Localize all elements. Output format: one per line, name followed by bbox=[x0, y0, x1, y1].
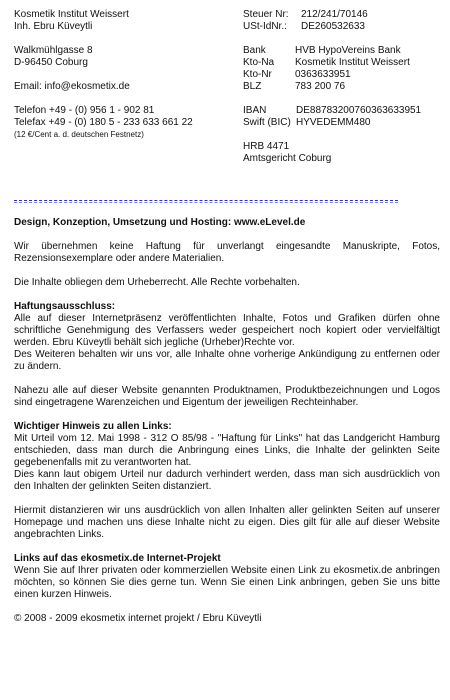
section-divider bbox=[14, 200, 398, 201]
account-holder-row bbox=[243, 57, 443, 69]
liability-heading: Haftungsausschluss: bbox=[14, 301, 116, 312]
fax-note: (12 €/Cent a. d. deutschen Festnetz) bbox=[14, 130, 144, 139]
imprint-body bbox=[14, 217, 440, 637]
account-number-row bbox=[243, 69, 443, 81]
distance-paragraph: Hiermit distanzieren wir uns ausdrücklich von allen Inhalten aller gelinkten Seiten auf unserer Homepage und machen uns diese Inhalte nicht zu eigen. Dies gilt für alle auf dieser Website angebrachten Links. bbox=[14, 505, 440, 540]
liability-text-1: Alle auf dieser Internetpräsenz veröffentlichten Inhalte, Fotos und Grafiken dürfen ohne schriftliche Genehmigung des Verfassers weder gespeichert noch kopiert oder vervielfältigt werden. Ebru Küveytli behält sich jegliche (Urheber)Rechte vor. bbox=[14, 313, 440, 348]
swift-row bbox=[243, 117, 443, 129]
account-number-label: Kto-Nr bbox=[243, 69, 272, 80]
swift-label: Swift (BIC) bbox=[243, 117, 291, 128]
company-name: Kosmetik Institut Weissert bbox=[14, 9, 129, 20]
links-text-2: Dies kann laut obigem Urteil nur dadurch verhindert werden, dass man sich ausdrücklich von den Inhalten der gelinkten Seiten distanziert. bbox=[14, 469, 440, 492]
fax-number: Telefax +49 - (0) 180 5 - 233 633 661 22 bbox=[14, 117, 193, 128]
links-text-1: Mit Urteil vom 12. Mai 1998 - 312 O 85/98 - "Haftung für Links" hat das Landgericht Hamburg entschieden, dass man durch die Anbringung eines Links, die Inhalte der gelinkten Seite gegebenenfalls mit zu verantworten hat. bbox=[14, 433, 440, 468]
bank-row bbox=[243, 45, 443, 57]
bank-label: Bank bbox=[243, 45, 266, 56]
vat-id-label: USt-IdNr.: bbox=[243, 21, 287, 32]
design-credit: Design, Konzeption, Umsetzung und Hosting: www.eLevel.de bbox=[14, 217, 306, 228]
imprint-columns bbox=[14, 9, 440, 164]
blz-label: BLZ bbox=[243, 81, 262, 92]
section-divider-shadow bbox=[14, 202, 398, 203]
account-holder-label: Kto-Na bbox=[243, 57, 275, 68]
iban-row bbox=[243, 105, 443, 117]
imprint-header bbox=[14, 9, 440, 164]
links-heading: Wichtiger Hinweis zu allen Links: bbox=[14, 421, 172, 432]
copyright-paragraph: Die Inhalte obliegen dem Urheberrecht. Alle Rechte vorbehalten. bbox=[14, 277, 300, 288]
hrb-number: HRB 4471 bbox=[243, 141, 290, 152]
copyright-footer: © 2008 - 2009 ekosmetix internet projekt / Ebru Küveytli bbox=[14, 613, 262, 624]
bank-value: HVB HypoVereins Bank bbox=[295, 45, 401, 56]
phone-number: Telefon +49 - (0) 956 1 - 902 81 bbox=[14, 105, 155, 116]
owner-name: Inh. Ebru Küveytli bbox=[14, 21, 93, 32]
liability-text-2: Des Weiteren behalten wir uns vor, alle Inhalte ohne vorherige Ankündigung zu entfernen oder zu ändern. bbox=[14, 349, 440, 372]
trademarks-paragraph: Nahezu alle auf dieser Website genannten Produktnamen, Produktbezeichnungen und Logos sind eingetragene Warenzeichen und Eigentum der jeweiligen Rechteinhaber. bbox=[14, 385, 440, 408]
street-address: Walkmühlgasse 8 bbox=[14, 45, 93, 56]
iban-label: IBAN bbox=[243, 105, 267, 116]
iban-value: DE88783200760363633951 bbox=[296, 105, 422, 116]
tax-number-row bbox=[243, 9, 443, 21]
swift-value: HYVEDEMM480 bbox=[296, 117, 371, 128]
email-address: Email: info@ekosmetix.de bbox=[14, 81, 130, 92]
vat-id-value: DE260532633 bbox=[301, 21, 365, 32]
tax-number-value: 212/241/70146 bbox=[301, 9, 368, 20]
city-address: D-96450 Coburg bbox=[14, 57, 88, 68]
blz-row bbox=[243, 81, 443, 93]
manuscripts-paragraph: Wir übernehmen keine Haftung für unverlangt eingesandte Manuskripte, Fotos, Rezensionsexemplare oder andere Materialien. bbox=[14, 241, 440, 264]
account-holder-value: Kosmetik Institut Weissert bbox=[295, 57, 410, 68]
legal-column bbox=[243, 9, 443, 165]
blz-value: 783 200 76 bbox=[295, 81, 346, 92]
project-text: Wenn Sie auf Ihrer privaten oder kommerziellen Website einen Link zu ekosmetix.de anbringen möchten, so können Sie dies gerne tun. Wenn Sie einen Link anbringen, geben Sie uns bitte einen kurzen Hinweis. bbox=[14, 565, 440, 600]
court-name: Amtsgericht Coburg bbox=[243, 153, 332, 164]
vat-id-row bbox=[243, 21, 443, 33]
project-heading: Links auf das ekosmetix.de Internet-Projekt bbox=[14, 553, 221, 564]
tax-number-label: Steuer Nr: bbox=[243, 9, 289, 20]
contact-column bbox=[14, 9, 234, 140]
account-number-value: 0363633951 bbox=[295, 69, 351, 80]
